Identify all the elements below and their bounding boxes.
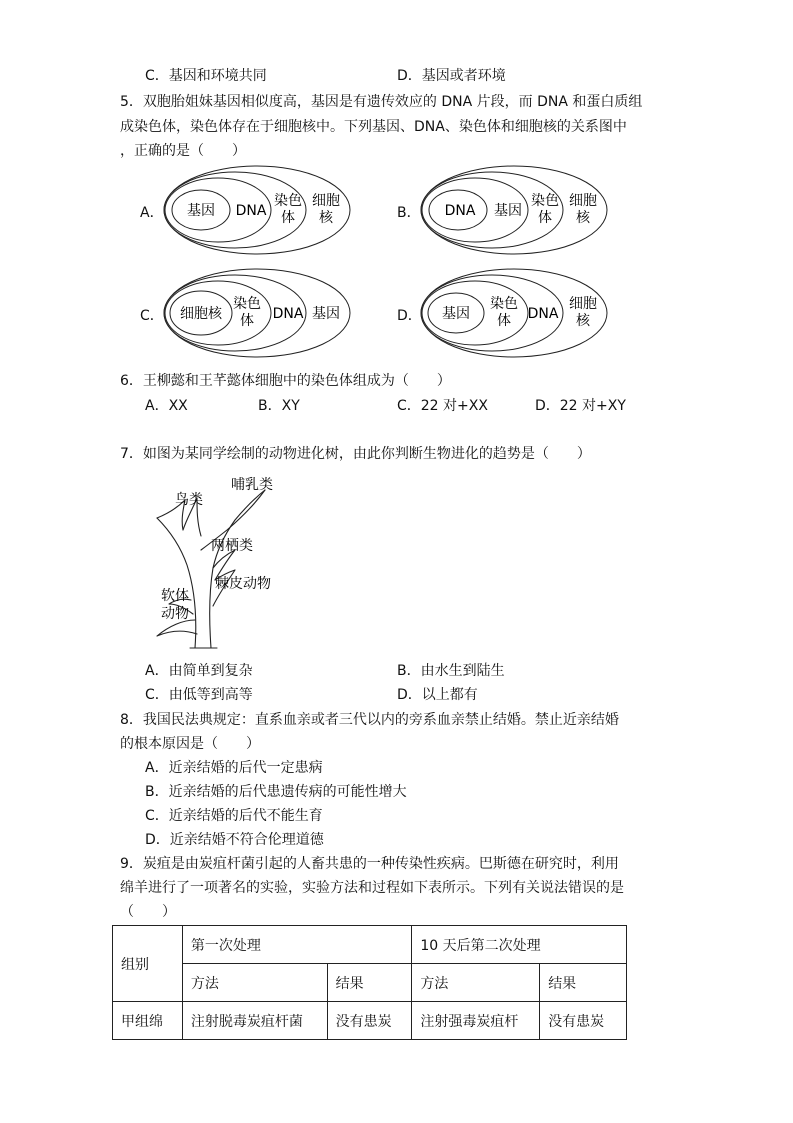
q6-option-a: A．XX (145, 398, 188, 414)
label-outer-b: 核 (576, 210, 590, 226)
q8-stem-line1: 8．我国民法典规定：直系血亲或者三代以内的旁系血亲禁止结婚。禁止近亲结婚 (120, 712, 619, 728)
label-amphibian: 两栖类 (211, 538, 253, 554)
label-third-b: 体 (538, 210, 552, 226)
q5-stem-line2: 成染色体，染色体存在于细胞核中。下列基因、DNA、染色体和细胞核的关系图中 (120, 119, 627, 135)
label-outer-a: 细胞 (312, 193, 340, 209)
q7-option-a: A．由简单到复杂 (145, 663, 253, 679)
ellipse-chromosome (422, 281, 528, 345)
label-mollusk-b: 动物 (161, 606, 189, 622)
label-second-a: 染色 (233, 296, 261, 312)
label-third-a: 染色 (274, 193, 302, 209)
label-inner: 细胞核 (180, 306, 222, 322)
cell-method-1: 注射脱毒炭疽杆菌 (182, 1002, 327, 1040)
q5-stem-line1: 5．双胞胎姐妹基因相似度高，基因是有遗传效应的 DNA 片段，而 DNA 和蛋白质组 (120, 94, 643, 110)
q5-option-b-label: B． (397, 205, 421, 221)
q7-option-c: C．由低等到高等 (145, 687, 253, 703)
label-outer-a: 细胞 (569, 296, 597, 312)
q8-option-a: A．近亲结婚的后代一定患病 (145, 760, 323, 776)
q6-stem: 6．王柳懿和王芊懿体细胞中的染色体组成为（ ） (120, 373, 451, 389)
header-second-treatment: 10 天后第二次处理 (412, 926, 627, 964)
header-first-treatment: 第一次处理 (182, 926, 412, 964)
q8-stem-line2: 的根本原因是（ ） (120, 736, 260, 752)
label-second: 基因 (494, 203, 522, 219)
label-outer-b: 核 (319, 210, 333, 226)
q5-option-a-label: A． (140, 205, 164, 221)
header-group: 组别 (113, 926, 183, 1002)
q8-option-d: D．近亲结婚不符合伦理道德 (145, 832, 324, 848)
label-third: DNA (527, 306, 559, 322)
q5-diagram-c (163, 268, 353, 358)
q5-option-c-label: C． (140, 308, 164, 324)
q7-option-b: B．由水生到陆生 (397, 663, 505, 679)
tree-trunk-right (210, 490, 265, 648)
q4-option-d: D．基因或者环境 (397, 68, 506, 84)
table-row (113, 1002, 627, 1040)
label-inner: 基因 (187, 203, 215, 219)
q5-option-d-label: D． (397, 308, 422, 324)
label-second-b: 体 (240, 313, 254, 329)
q9-experiment-table (112, 925, 627, 1040)
q5-diagram-a (163, 165, 353, 255)
cell-result-2: 没有患炭 (540, 1002, 627, 1040)
q5-diagram-d (420, 268, 610, 358)
q5-diagram-b (420, 165, 610, 255)
q6-option-b: B．XY (258, 398, 300, 414)
branch-mollusk (157, 620, 197, 636)
q9-stem-line3: （ ） (120, 904, 176, 920)
label-third-b: 体 (281, 210, 295, 226)
q8-option-b: B．近亲结婚的后代患遗传病的可能性增大 (145, 784, 407, 800)
q7-option-d: D．以上都有 (397, 687, 478, 703)
q6-option-d: D．22 对+XY (535, 398, 626, 414)
subheader-result-1: 结果 (327, 964, 412, 1002)
tree-trunk-left (157, 518, 196, 648)
q9-stem-line2: 绵羊进行了一项著名的实验，实验方法和过程如下表所示。下列有关说法错误的是 (120, 880, 624, 896)
q9-stem-line1: 9．炭疽是由炭疽杆菌引起的人畜共患的一种传染性疾病。巴斯德在研究时，利用 (120, 856, 619, 872)
q7-evolution-tree (135, 470, 295, 655)
q4-option-c: C．基因和环境共同 (145, 68, 267, 84)
label-outer: 基因 (312, 306, 340, 322)
label-third: DNA (272, 306, 304, 322)
label-second-b: 体 (497, 313, 511, 329)
label-second-a: 染色 (490, 296, 518, 312)
label-echinoderm: 棘皮动物 (215, 576, 271, 592)
label-second: DNA (235, 203, 267, 219)
cell-result-1: 没有患炭 (327, 1002, 412, 1040)
q7-stem: 7．如图为某同学绘制的动物进化树，由此你判断生物进化的趋势是（ ） (120, 446, 591, 462)
cell-method-2: 注射强毒炭疽杆 (412, 1002, 540, 1040)
cell-group: 甲组绵 (113, 1002, 183, 1040)
label-inner: 基因 (442, 306, 470, 322)
q6-option-c: C．22 对+XX (397, 398, 488, 414)
q5-stem-line3: ，正确的是（ ） (120, 143, 246, 159)
label-mammal: 哺乳类 (231, 477, 273, 493)
subheader-method-2: 方法 (412, 964, 540, 1002)
label-bird: 鸟类 (175, 492, 203, 508)
label-inner: DNA (444, 203, 476, 219)
q8-option-c: C．近亲结婚的后代不能生育 (145, 808, 323, 824)
subheader-method-1: 方法 (182, 964, 327, 1002)
label-outer-a: 细胞 (569, 193, 597, 209)
table-subheader-row (113, 964, 627, 1002)
table-header-row (113, 926, 627, 964)
subheader-result-2: 结果 (540, 964, 627, 1002)
label-third-a: 染色 (531, 193, 559, 209)
label-outer-b: 核 (576, 313, 590, 329)
label-mollusk-a: 软体 (161, 588, 189, 604)
